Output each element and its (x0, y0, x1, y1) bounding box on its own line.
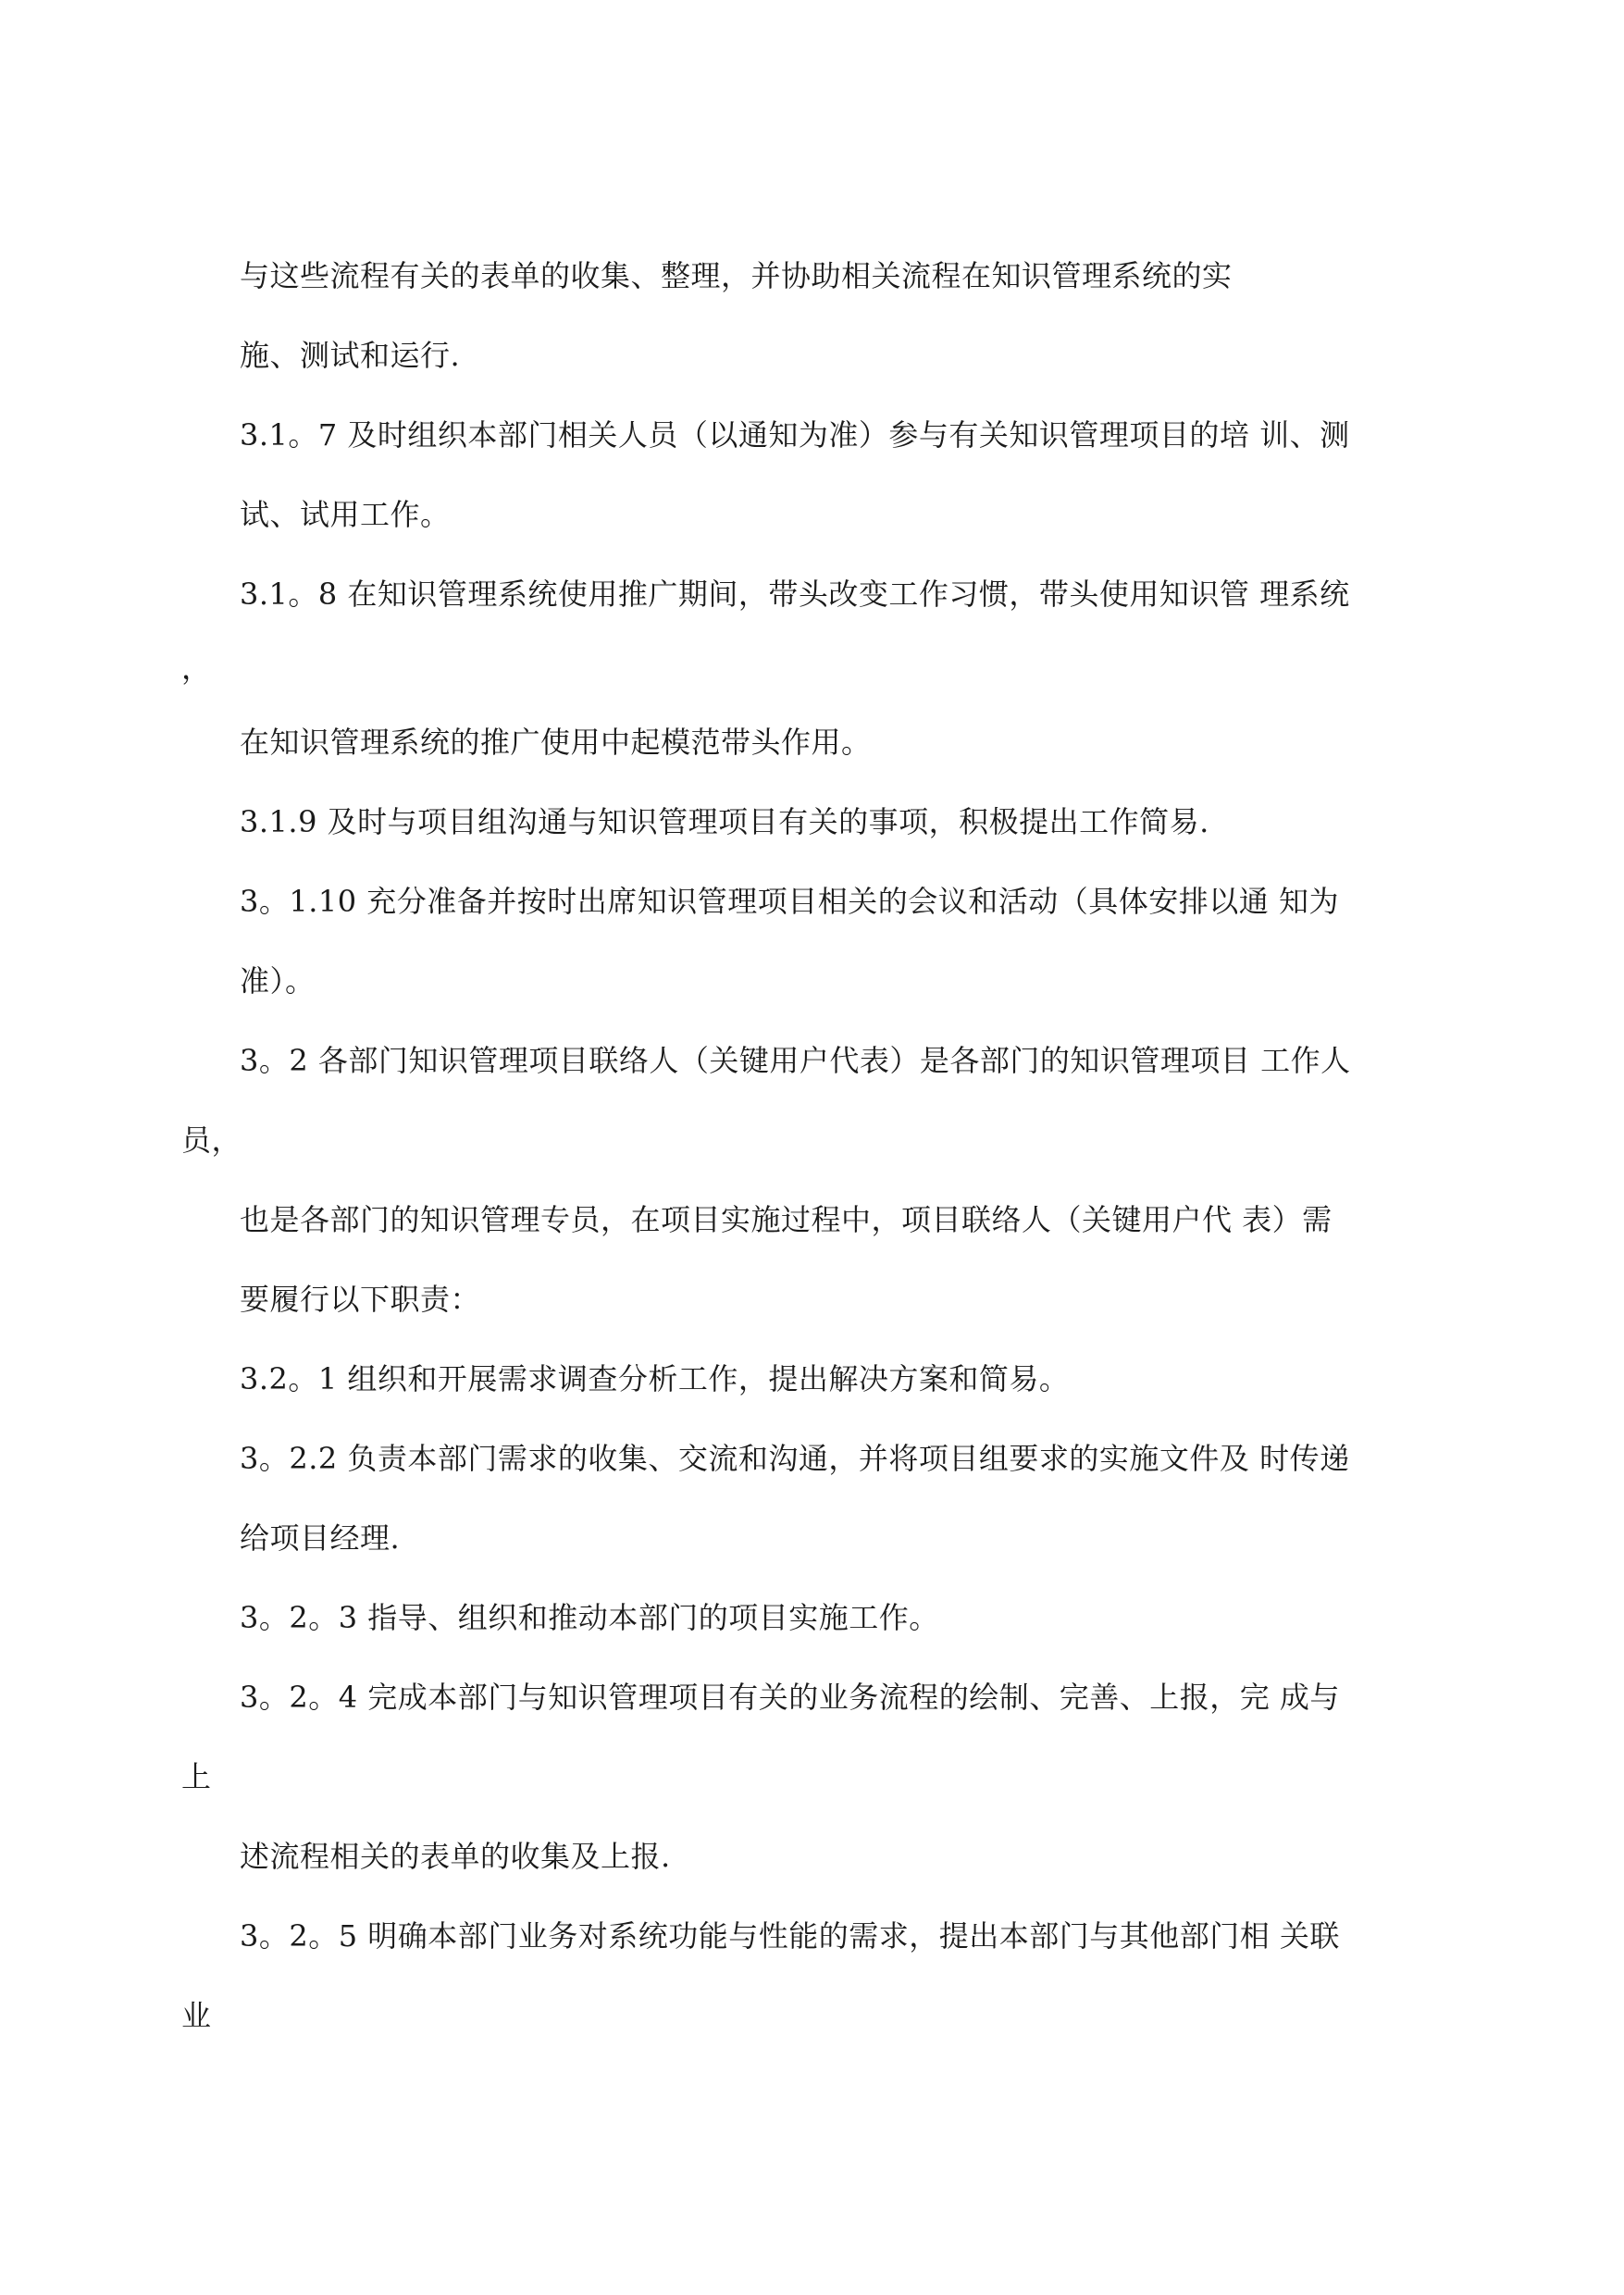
paragraph-line: 员， (181, 1123, 242, 1158)
paragraph-line: 3。2。3 指导、组织和推动本部门的项目实施工作。 (240, 1600, 939, 1635)
paragraph-line: 试、试用工作。 (240, 497, 451, 532)
paragraph-line: 3。2。4 完成本部门与知识管理项目有关的业务流程的绘制、完善、上报，完 成与 (240, 1680, 1340, 1715)
paragraph-line: 与这些流程有关的表单的收集、整理，并协助相关流程在知识管理系统的实 (240, 258, 1233, 293)
paragraph-line: 业 (181, 1998, 212, 2033)
paragraph-line: 3.1。8 在知识管理系统使用推广期间，带头改变工作习惯，带头使用知识管 理系统 (240, 577, 1350, 612)
paragraph-line: 施、测试和运行. (240, 338, 461, 373)
paragraph-line: 述流程相关的表单的收集及上报. (240, 1839, 671, 1874)
paragraph-line: 3。2 各部门知识管理项目联络人（关键用户代表）是各部门的知识管理项目 工作人 (240, 1043, 1351, 1078)
paragraph-line: 给项目经理. (240, 1520, 401, 1556)
paragraph-line: 要履行以下职责： (240, 1282, 481, 1317)
paragraph-line: 也是各部门的知识管理专员，在项目实施过程中，项目联络人（关键用户代 表）需 (240, 1202, 1333, 1237)
paragraph-line: ， (181, 651, 212, 686)
paragraph-line: 3。1.10 充分准备并按时出席知识管理项目相关的会议和活动（具体安排以通 知为 (240, 884, 1339, 919)
paragraph-line: 在知识管理系统的推广使用中起模范带头作用。 (240, 725, 872, 760)
paragraph-line: 准）。 (240, 963, 316, 999)
paragraph-line: 上 (181, 1759, 212, 1794)
paragraph-line: 3.1.9 及时与项目组沟通与知识管理项目有关的事项，积极提出工作简易. (240, 804, 1209, 839)
paragraph-line: 3.1。7 及时组织本部门相关人员（以通知为准）参与有关知识管理项目的培 训、测 (240, 417, 1350, 453)
paragraph-line: 3。2。5 明确本部门业务对系统功能与性能的需求，提出本部门与其他部门相 关联 (240, 1918, 1340, 1954)
paragraph-line: 3.2。1 组织和开展需求调查分析工作，提出解决方案和简易。 (240, 1361, 1070, 1396)
paragraph-line: 3。2.2 负责本部门需求的收集、交流和沟通，并将项目组要求的实施文件及 时传递 (240, 1441, 1350, 1476)
